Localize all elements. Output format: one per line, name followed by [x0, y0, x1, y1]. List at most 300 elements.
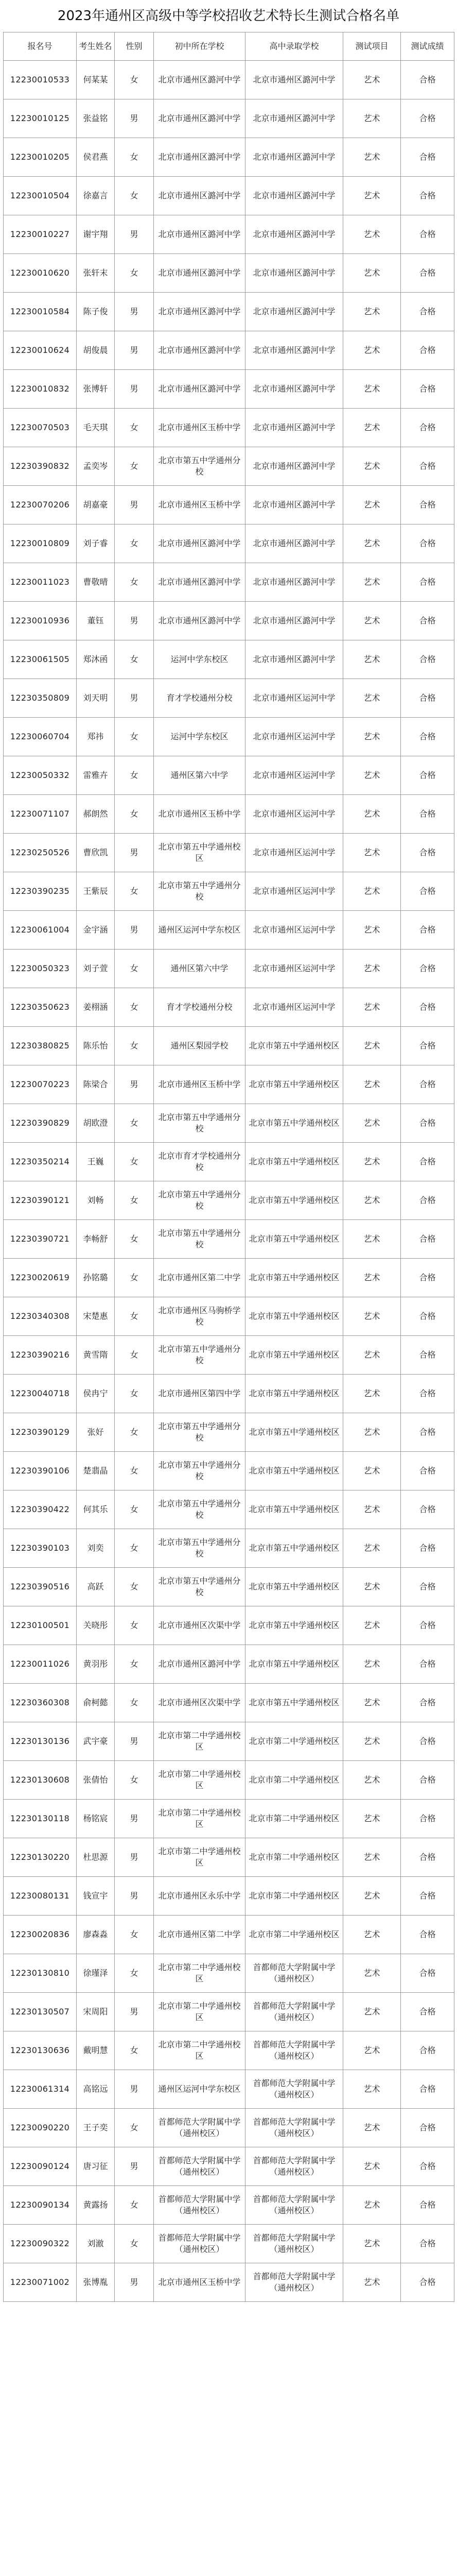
table-row [4, 486, 454, 524]
cell-registration-number: 12230130608 [4, 1761, 77, 1800]
cell-test-result: 合格 [401, 718, 454, 756]
cell-registration-number: 12230350623 [4, 988, 77, 1027]
cell-middle-school: 通州区梨园学校 [154, 1027, 245, 1065]
cell-registration-number: 12230390216 [4, 1336, 77, 1375]
table-row [4, 1568, 454, 1606]
cell-middle-school: 北京市第五中学通州校区 [154, 834, 245, 872]
cell-gender: 男 [115, 602, 154, 640]
cell-registration-number: 12230061314 [4, 2070, 77, 2109]
cell-gender: 女 [115, 872, 154, 911]
cell-test-result: 合格 [401, 1490, 454, 1529]
cell-test-result: 合格 [401, 1684, 454, 1722]
cell-student-name: 谢宇翔 [77, 215, 115, 254]
cell-student-name: 胡嘉豪 [77, 486, 115, 524]
table-row [4, 640, 454, 679]
cell-student-name: 雷雅卉 [77, 756, 115, 795]
cell-admitted-high-school: 北京市第五中学通州校区 [245, 1413, 343, 1452]
header-registration-number: 报名号 [4, 32, 77, 61]
cell-gender: 男 [115, 1993, 154, 2031]
table-row [4, 1452, 454, 1490]
cell-admitted-high-school: 北京市通州区潞河中学 [245, 293, 343, 331]
cell-test-result: 合格 [401, 1181, 454, 1220]
cell-admitted-high-school: 首都师范大学附属中学（通州校区） [245, 2186, 343, 2225]
cell-middle-school: 北京市通州区潞河中学 [154, 177, 245, 215]
cell-admitted-high-school: 北京市通州区潞河中学 [245, 602, 343, 640]
cell-test-item: 艺术 [343, 2186, 401, 2225]
cell-gender: 女 [115, 1336, 154, 1375]
cell-registration-number: 12230071002 [4, 2263, 77, 2302]
cell-student-name: 陈梁合 [77, 1065, 115, 1104]
table-row [4, 679, 454, 718]
cell-student-name: 金宇涵 [77, 911, 115, 950]
cell-test-result: 合格 [401, 1645, 454, 1684]
cell-test-result: 合格 [401, 1877, 454, 1916]
cell-student-name: 高跃 [77, 1568, 115, 1606]
cell-admitted-high-school: 北京市第五中学通州校区 [245, 1259, 343, 1297]
cell-admitted-high-school: 北京市通州区运河中学 [245, 950, 343, 988]
cell-test-result: 合格 [401, 1104, 454, 1143]
cell-admitted-high-school: 北京市第二中学通州校区 [245, 1722, 343, 1761]
cell-admitted-high-school: 北京市通州区潞河中学 [245, 254, 343, 293]
cell-registration-number: 12230010936 [4, 602, 77, 640]
table-row [4, 834, 454, 872]
cell-middle-school: 北京市第二中学通州校区 [154, 1954, 245, 1993]
table-row [4, 1877, 454, 1916]
table-row [4, 1336, 454, 1375]
cell-student-name: 杨铭宸 [77, 1800, 115, 1838]
cell-gender: 男 [115, 1722, 154, 1761]
cell-test-item: 艺术 [343, 1916, 401, 1954]
cell-student-name: 王子奕 [77, 2109, 115, 2147]
cell-test-result: 合格 [401, 1452, 454, 1490]
cell-test-item: 艺术 [343, 254, 401, 293]
cell-test-item: 艺术 [343, 1452, 401, 1490]
cell-test-item: 艺术 [343, 1606, 401, 1645]
cell-test-result: 合格 [401, 795, 454, 834]
cell-registration-number: 12230130507 [4, 1993, 77, 2031]
cell-student-name: 董钰 [77, 602, 115, 640]
cell-middle-school: 北京市第五中学通州分校 [154, 1220, 245, 1259]
cell-middle-school: 北京市通州区第二中学 [154, 1259, 245, 1297]
cell-student-name: 曹敬晴 [77, 563, 115, 602]
cell-middle-school: 北京市通州区永乐中学 [154, 1877, 245, 1916]
cell-test-result: 合格 [401, 1838, 454, 1877]
cell-student-name: 宋周阳 [77, 1993, 115, 2031]
table-row [4, 1916, 454, 1954]
cell-test-result: 合格 [401, 988, 454, 1027]
cell-registration-number: 12230390129 [4, 1413, 77, 1452]
cell-admitted-high-school: 北京市通州区潞河中学 [245, 138, 343, 177]
cell-middle-school: 通州区运河中学东校区 [154, 911, 245, 950]
cell-admitted-high-school: 北京市第五中学通州校区 [245, 1606, 343, 1645]
table-row [4, 2147, 454, 2186]
page-title: 2023年通州区高级中等学校招收艺术特长生测试合格名单 [57, 8, 400, 24]
cell-middle-school: 北京市通州区潞河中学 [154, 524, 245, 563]
cell-registration-number: 12230010809 [4, 524, 77, 563]
table-row [4, 2070, 454, 2109]
table-row [4, 1529, 454, 1568]
cell-registration-number: 12230060704 [4, 718, 77, 756]
header-middle-school: 初中所在学校 [154, 32, 245, 61]
cell-admitted-high-school: 北京市第五中学通州校区 [245, 1490, 343, 1529]
cell-registration-number: 12230010205 [4, 138, 77, 177]
cell-test-result: 合格 [401, 2031, 454, 2070]
cell-middle-school: 北京市通州区玉桥中学 [154, 1065, 245, 1104]
cell-test-item: 艺术 [343, 602, 401, 640]
cell-test-item: 艺术 [343, 1413, 401, 1452]
cell-admitted-high-school: 北京市第五中学通州校区 [245, 1181, 343, 1220]
cell-registration-number: 12230100501 [4, 1606, 77, 1645]
cell-middle-school: 北京市第五中学通州分校 [154, 1568, 245, 1606]
cell-test-item: 艺术 [343, 2109, 401, 2147]
cell-test-result: 合格 [401, 2225, 454, 2263]
cell-middle-school: 北京市通州区潞河中学 [154, 370, 245, 409]
cell-test-item: 艺术 [343, 1529, 401, 1568]
cell-test-result: 合格 [401, 1916, 454, 1954]
cell-registration-number: 12230360308 [4, 1684, 77, 1722]
cell-student-name: 侯君燕 [77, 138, 115, 177]
cell-test-result: 合格 [401, 1065, 454, 1104]
cell-test-result: 合格 [401, 1027, 454, 1065]
cell-middle-school: 北京市育才学校通州分校 [154, 1143, 245, 1181]
cell-middle-school: 北京市通州区潞河中学 [154, 1645, 245, 1684]
cell-admitted-high-school: 北京市第五中学通州校区 [245, 1336, 343, 1375]
cell-test-result: 合格 [401, 1606, 454, 1645]
cell-registration-number: 12230020836 [4, 1916, 77, 1954]
cell-admitted-high-school: 北京市通州区潞河中学 [245, 409, 343, 447]
cell-test-result: 合格 [401, 1529, 454, 1568]
cell-test-result: 合格 [401, 1375, 454, 1413]
cell-test-item: 艺术 [343, 988, 401, 1027]
cell-registration-number: 12230390516 [4, 1568, 77, 1606]
cell-gender: 女 [115, 1761, 154, 1800]
cell-test-result: 合格 [401, 99, 454, 138]
cell-gender: 女 [115, 1606, 154, 1645]
table-row [4, 795, 454, 834]
cell-registration-number: 12230390121 [4, 1181, 77, 1220]
cell-admitted-high-school: 北京市第二中学通州校区 [245, 1877, 343, 1916]
cell-gender: 女 [115, 1954, 154, 1993]
cell-test-result: 合格 [401, 447, 454, 486]
cell-test-result: 合格 [401, 1413, 454, 1452]
cell-registration-number: 12230340308 [4, 1297, 77, 1336]
table-row [4, 1413, 454, 1452]
cell-admitted-high-school: 首都师范大学附属中学（通州校区） [245, 2225, 343, 2263]
cell-test-item: 艺术 [343, 1490, 401, 1529]
cell-gender: 女 [115, 409, 154, 447]
table-row [4, 370, 454, 409]
cell-student-name: 郑祎 [77, 718, 115, 756]
cell-student-name: 刘澈 [77, 2225, 115, 2263]
header-admitted-high-school: 高中录取学校 [245, 32, 343, 61]
cell-test-item: 艺术 [343, 718, 401, 756]
cell-registration-number: 12230130810 [4, 1954, 77, 1993]
cell-test-item: 艺术 [343, 215, 401, 254]
cell-middle-school: 北京市第五中学通州分校 [154, 1181, 245, 1220]
cell-middle-school: 北京市第五中学通州分校 [154, 1104, 245, 1143]
cell-registration-number: 12230050323 [4, 950, 77, 988]
cell-middle-school: 北京市第五中学通州分校 [154, 447, 245, 486]
cell-registration-number: 12230090124 [4, 2147, 77, 2186]
cell-gender: 女 [115, 254, 154, 293]
cell-test-item: 艺术 [343, 1954, 401, 1993]
cell-student-name: 侯冉宁 [77, 1375, 115, 1413]
cell-gender: 女 [115, 1529, 154, 1568]
cell-gender: 女 [115, 1104, 154, 1143]
cell-gender: 女 [115, 1452, 154, 1490]
cell-admitted-high-school: 北京市通州区潞河中学 [245, 99, 343, 138]
cell-test-item: 艺术 [343, 911, 401, 950]
cell-registration-number: 12230010227 [4, 215, 77, 254]
cell-test-result: 合格 [401, 640, 454, 679]
cell-middle-school: 首都师范大学附属中学（通州校区） [154, 2147, 245, 2186]
table-row [4, 563, 454, 602]
cell-test-item: 艺术 [343, 447, 401, 486]
cell-gender: 女 [115, 1143, 154, 1181]
cell-registration-number: 12230010533 [4, 61, 77, 99]
cell-test-result: 合格 [401, 1800, 454, 1838]
cell-admitted-high-school: 北京市通州区潞河中学 [245, 177, 343, 215]
cell-gender: 男 [115, 486, 154, 524]
cell-test-result: 合格 [401, 1259, 454, 1297]
cell-middle-school: 北京市通州区潞河中学 [154, 138, 245, 177]
cell-middle-school: 北京市通州区潞河中学 [154, 215, 245, 254]
cell-student-name: 宋楚惠 [77, 1297, 115, 1336]
cell-student-name: 刘天明 [77, 679, 115, 718]
table-row [4, 1181, 454, 1220]
table-row [4, 1606, 454, 1645]
table-row [4, 1684, 454, 1722]
cell-student-name: 张博轩 [77, 370, 115, 409]
cell-test-item: 艺术 [343, 1181, 401, 1220]
cell-admitted-high-school: 北京市第五中学通州校区 [245, 1104, 343, 1143]
cell-admitted-high-school: 北京市第五中学通州校区 [245, 1375, 343, 1413]
cell-middle-school: 北京市通州区潞河中学 [154, 602, 245, 640]
cell-middle-school: 通州区第六中学 [154, 756, 245, 795]
cell-test-item: 艺术 [343, 331, 401, 370]
cell-student-name: 黄雪隋 [77, 1336, 115, 1375]
cell-student-name: 王巍 [77, 1143, 115, 1181]
header-test-result: 测试成绩 [401, 32, 454, 61]
cell-middle-school: 北京市第五中学通州分校 [154, 1413, 245, 1452]
cell-gender: 女 [115, 563, 154, 602]
cell-test-item: 艺术 [343, 1104, 401, 1143]
cell-registration-number: 12230350214 [4, 1143, 77, 1181]
cell-test-item: 艺术 [343, 679, 401, 718]
cell-middle-school: 北京市通州区玉桥中学 [154, 2263, 245, 2302]
cell-test-item: 艺术 [343, 99, 401, 138]
cell-gender: 女 [115, 1645, 154, 1684]
cell-admitted-high-school: 北京市通州区潞河中学 [245, 640, 343, 679]
cell-registration-number: 12230070206 [4, 486, 77, 524]
cell-gender: 女 [115, 988, 154, 1027]
cell-gender: 男 [115, 834, 154, 872]
cell-gender: 男 [115, 1065, 154, 1104]
cell-registration-number: 12230390103 [4, 1529, 77, 1568]
cell-admitted-high-school: 北京市通州区潞河中学 [245, 215, 343, 254]
cell-gender: 女 [115, 1027, 154, 1065]
cell-admitted-high-school: 北京市通州区潞河中学 [245, 447, 343, 486]
table-row [4, 911, 454, 950]
cell-test-item: 艺术 [343, 1761, 401, 1800]
cell-admitted-high-school: 北京市通州区运河中学 [245, 911, 343, 950]
cell-admitted-high-school: 北京市通州区潞河中学 [245, 524, 343, 563]
cell-admitted-high-school: 首都师范大学附属中学（通州校区） [245, 2031, 343, 2070]
cell-gender: 男 [115, 679, 154, 718]
cell-test-item: 艺术 [343, 293, 401, 331]
cell-gender: 男 [115, 2070, 154, 2109]
table-row [4, 1259, 454, 1297]
cell-test-item: 艺术 [343, 1568, 401, 1606]
table-row [4, 1761, 454, 1800]
cell-test-result: 合格 [401, 254, 454, 293]
table-row [4, 177, 454, 215]
cell-student-name: 武宇豪 [77, 1722, 115, 1761]
cell-admitted-high-school: 北京市第五中学通州校区 [245, 1529, 343, 1568]
table-row [4, 1954, 454, 1993]
header-gender: 性别 [115, 32, 154, 61]
cell-admitted-high-school: 北京市通州区潞河中学 [245, 486, 343, 524]
cell-test-item: 艺术 [343, 640, 401, 679]
cell-test-result: 合格 [401, 872, 454, 911]
cell-registration-number: 12230070503 [4, 409, 77, 447]
table-row [4, 1065, 454, 1104]
cell-student-name: 曹欣凯 [77, 834, 115, 872]
cell-registration-number: 12230250526 [4, 834, 77, 872]
cell-test-item: 艺术 [343, 1143, 401, 1181]
cell-registration-number: 12230130220 [4, 1838, 77, 1877]
cell-gender: 女 [115, 2109, 154, 2147]
table-row [4, 1027, 454, 1065]
cell-test-result: 合格 [401, 563, 454, 602]
cell-gender: 女 [115, 2186, 154, 2225]
table-row [4, 1297, 454, 1336]
cell-test-result: 合格 [401, 1761, 454, 1800]
cell-middle-school: 北京市通州区潞河中学 [154, 61, 245, 99]
cell-gender: 女 [115, 2225, 154, 2263]
cell-registration-number: 12230130636 [4, 2031, 77, 2070]
cell-student-name: 姜栩涵 [77, 988, 115, 1027]
cell-test-result: 合格 [401, 2109, 454, 2147]
cell-test-item: 艺术 [343, 1684, 401, 1722]
cell-admitted-high-school: 北京市第五中学通州校区 [245, 1645, 343, 1684]
cell-student-name: 何某某 [77, 61, 115, 99]
cell-gender: 女 [115, 61, 154, 99]
cell-test-result: 合格 [401, 1297, 454, 1336]
cell-middle-school: 北京市第二中学通州校区 [154, 1993, 245, 2031]
cell-admitted-high-school: 北京市通州区运河中学 [245, 718, 343, 756]
cell-test-result: 合格 [401, 2186, 454, 2225]
table-row [4, 1143, 454, 1181]
cell-test-item: 艺术 [343, 1027, 401, 1065]
cell-student-name: 刘子萱 [77, 950, 115, 988]
cell-gender: 女 [115, 795, 154, 834]
cell-registration-number: 12230390106 [4, 1452, 77, 1490]
cell-gender: 男 [115, 1800, 154, 1838]
cell-test-item: 艺术 [343, 1838, 401, 1877]
cell-registration-number: 12230380825 [4, 1027, 77, 1065]
cell-test-item: 艺术 [343, 486, 401, 524]
cell-test-item: 艺术 [343, 524, 401, 563]
cell-registration-number: 12230090134 [4, 2186, 77, 2225]
cell-gender: 男 [115, 911, 154, 950]
table-row [4, 61, 454, 99]
cell-student-name: 刘子睿 [77, 524, 115, 563]
cell-test-item: 艺术 [343, 1877, 401, 1916]
cell-gender: 女 [115, 718, 154, 756]
cell-middle-school: 北京市通州区次渠中学 [154, 1684, 245, 1722]
cell-registration-number: 12230350809 [4, 679, 77, 718]
cell-gender: 女 [115, 1220, 154, 1259]
cell-registration-number: 12230050332 [4, 756, 77, 795]
table-row [4, 988, 454, 1027]
cell-test-result: 合格 [401, 1954, 454, 1993]
cell-gender: 女 [115, 1181, 154, 1220]
cell-middle-school: 北京市第五中学通州分校 [154, 1452, 245, 1490]
cell-test-result: 合格 [401, 1993, 454, 2031]
cell-middle-school: 北京市第二中学通州校区 [154, 1838, 245, 1877]
cell-registration-number: 12230080131 [4, 1877, 77, 1916]
cell-admitted-high-school: 北京市通州区运河中学 [245, 679, 343, 718]
cell-gender: 女 [115, 1375, 154, 1413]
cell-middle-school: 北京市通州区潞河中学 [154, 254, 245, 293]
cell-admitted-high-school: 北京市通州区运河中学 [245, 834, 343, 872]
cell-test-item: 艺术 [343, 950, 401, 988]
table-row [4, 1645, 454, 1684]
cell-student-name: 孙铭璐 [77, 1259, 115, 1297]
cell-middle-school: 北京市第五中学通州分校 [154, 1336, 245, 1375]
cell-middle-school: 运河中学东校区 [154, 640, 245, 679]
cell-test-item: 艺术 [343, 1220, 401, 1259]
table-row [4, 1220, 454, 1259]
cell-admitted-high-school: 北京市通州区潞河中学 [245, 331, 343, 370]
cell-middle-school: 北京市第五中学通州分校 [154, 872, 245, 911]
cell-admitted-high-school: 首都师范大学附属中学（通州校区） [245, 1954, 343, 1993]
cell-student-name: 黄羽彤 [77, 1645, 115, 1684]
cell-admitted-high-school: 北京市第二中学通州校区 [245, 1838, 343, 1877]
cell-student-name: 张倩怡 [77, 1761, 115, 1800]
cell-gender: 女 [115, 1568, 154, 1606]
table-row [4, 293, 454, 331]
cell-middle-school: 北京市通州区第二中学 [154, 1916, 245, 1954]
cell-admitted-high-school: 北京市第二中学通州校区 [245, 1800, 343, 1838]
cell-admitted-high-school: 北京市第五中学通州校区 [245, 1452, 343, 1490]
cell-gender: 女 [115, 640, 154, 679]
cell-registration-number: 12230390721 [4, 1220, 77, 1259]
cell-student-name: 陈子俊 [77, 293, 115, 331]
cell-admitted-high-school: 首都师范大学附属中学（通州校区） [245, 2147, 343, 2186]
cell-student-name: 钱宣宇 [77, 1877, 115, 1916]
cell-student-name: 杜思源 [77, 1838, 115, 1877]
cell-registration-number: 12230390832 [4, 447, 77, 486]
cell-admitted-high-school: 北京市第二中学通州校区 [245, 1916, 343, 1954]
cell-admitted-high-school: 北京市通州区潞河中学 [245, 563, 343, 602]
cell-test-item: 艺术 [343, 756, 401, 795]
table-row [4, 718, 454, 756]
cell-admitted-high-school: 北京市第五中学通州校区 [245, 1143, 343, 1181]
cell-student-name: 郝朗然 [77, 795, 115, 834]
cell-student-name: 廖森淼 [77, 1916, 115, 1954]
cell-student-name: 黄露扬 [77, 2186, 115, 2225]
results-table [3, 32, 454, 2302]
cell-middle-school: 北京市通州区潞河中学 [154, 99, 245, 138]
cell-gender: 男 [115, 99, 154, 138]
cell-gender: 女 [115, 1684, 154, 1722]
cell-test-result: 合格 [401, 1336, 454, 1375]
table-row [4, 1490, 454, 1529]
cell-test-result: 合格 [401, 756, 454, 795]
cell-student-name: 唐习征 [77, 2147, 115, 2186]
